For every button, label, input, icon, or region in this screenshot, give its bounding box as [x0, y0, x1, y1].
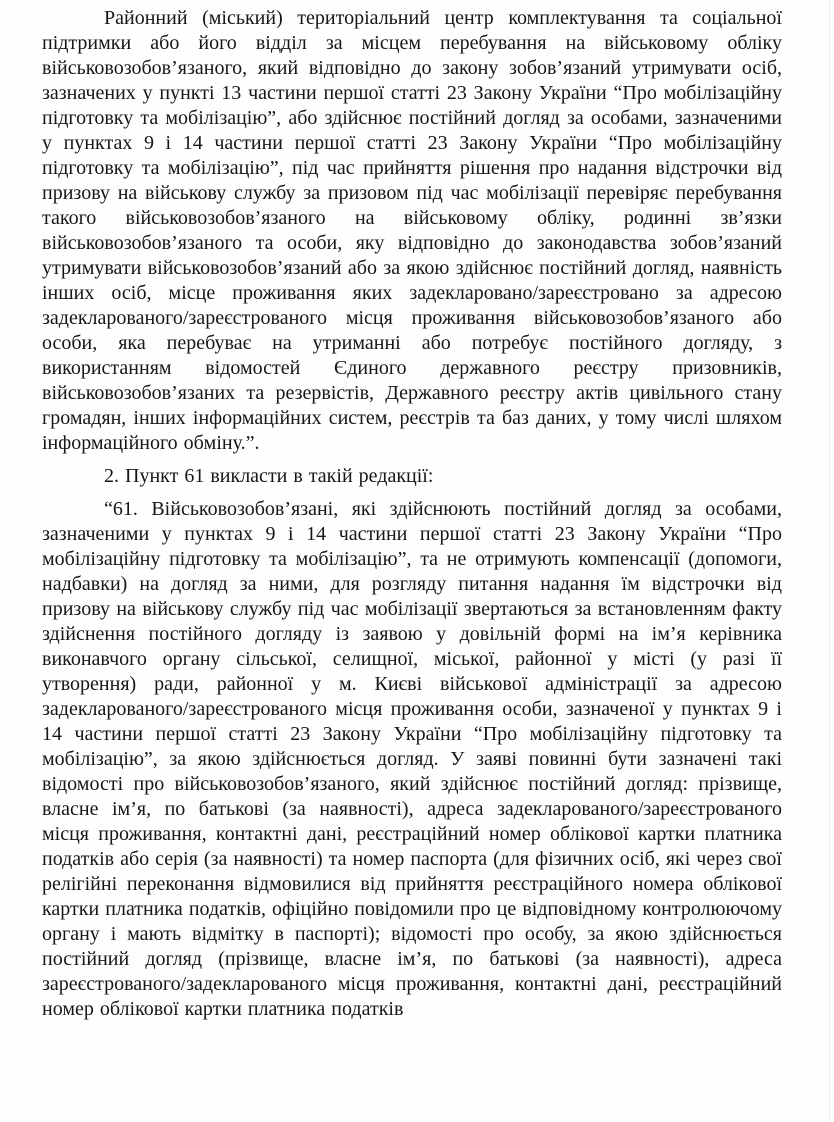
- paragraph-amendment-point-1: Районний (міський) територіальний центр комплектування та соціальної підтримки або його відділ за місцем перебування на військовому обліку військовозобов’язаного, який відповідно до закону зобов’язаний утримувати осіб, зазначених у пункті 13 частини першої статті 23 Закону України “Про мобілізаційну підготовку та мобілізацію”, або здійснює постійний догляд за особами, зазначеними у пунктах 9 і 14 частини першої статті 23 Закону України “Про мобілізаційну підготовку та мобілізацію”, під час прийняття рішення про надання відстрочки від призову на військову службу за призовом під час мобілізації перевіряє перебування такого військовозобов’язаного на військовому обліку, родинні зв’язки військовозобов’язаного та особи, яку відповідно до законодавства зобов’язаний утримувати військовозобов’язаний або за якою здійснює постійний догляд, наявність інших осіб, місце проживання яких задекларовано/зареєстровано за адресою задекларованого/зареєстрованого місця проживання військовозобов’язаного або особи, яка перебуває на утриманні або потребує постійного догляду, з використанням відомостей Єдиного державного реєстру призовників, військовозобов’язаних та резервістів, Державного реєстру актів цивільного стану громадян, інших інформаційних систем, реєстрів та баз даних, у тому числі шляхом інформаційного обміну.”.: [42, 7, 782, 454]
- scan-edge-artifact: [829, 0, 830, 1122]
- paragraph-amendment-point-2-heading: 2. Пункт 61 викласти в такій редакції:: [104, 465, 434, 487]
- paragraph-amendment-point-61: “61. Військовозобов’язані, які здійснюють постійний догляд за особами, зазначеними у пунктах 9 і 14 частини першої статті 23 Закону України “Про мобілізаційну підготовку та мобілізацію”, та не отримують компенсації (допомоги, надбавки) на догляд за ними, для розгляду питання надання їм відстрочки від призову на військову службу під час мобілізації звертаються за встановленням факту здійснення постійного догляду із заявою у довільній формі на ім’я керівника виконавчого органу сільської, селищної, міської, районної у місті (у разі її утворення) ради, районної у м. Києві військової адміністрації за адресою задекларованого/зареєстрованого місця проживання особи, зазначеної у пунктах 9 і 14 частини першої статті 23 Закону України “Про мобілізаційну підготовку та мобілізацію”, за якою здійснюється догляд. У заяві повинні бути зазначені такі відомості про військовозобов’язаного, який здійснює постійний догляд: прізвище, власне ім’я, по батькові (за наявності), адреса задекларованого/зареєстрованого місця проживання, контактні дані, реєстраційний номер облікової картки платника податків або серія (за наявності) та номер паспорта (для фізичних осіб, які через свої релігійні переконання відмовилися від прийняття реєстраційного номера облікової картки платника податків, офіційно повідомили про це відповідному контролюючому органу і мають відмітку в паспорті); відомості про особу, за якою здійснюється постійний догляд (прізвище, власне ім’я, по батькові (за наявності), адреса зареєстрованого/задекларованого місця проживання, контактні дані, реєстраційний номер облікової картки платника податків: [42, 498, 782, 1020]
